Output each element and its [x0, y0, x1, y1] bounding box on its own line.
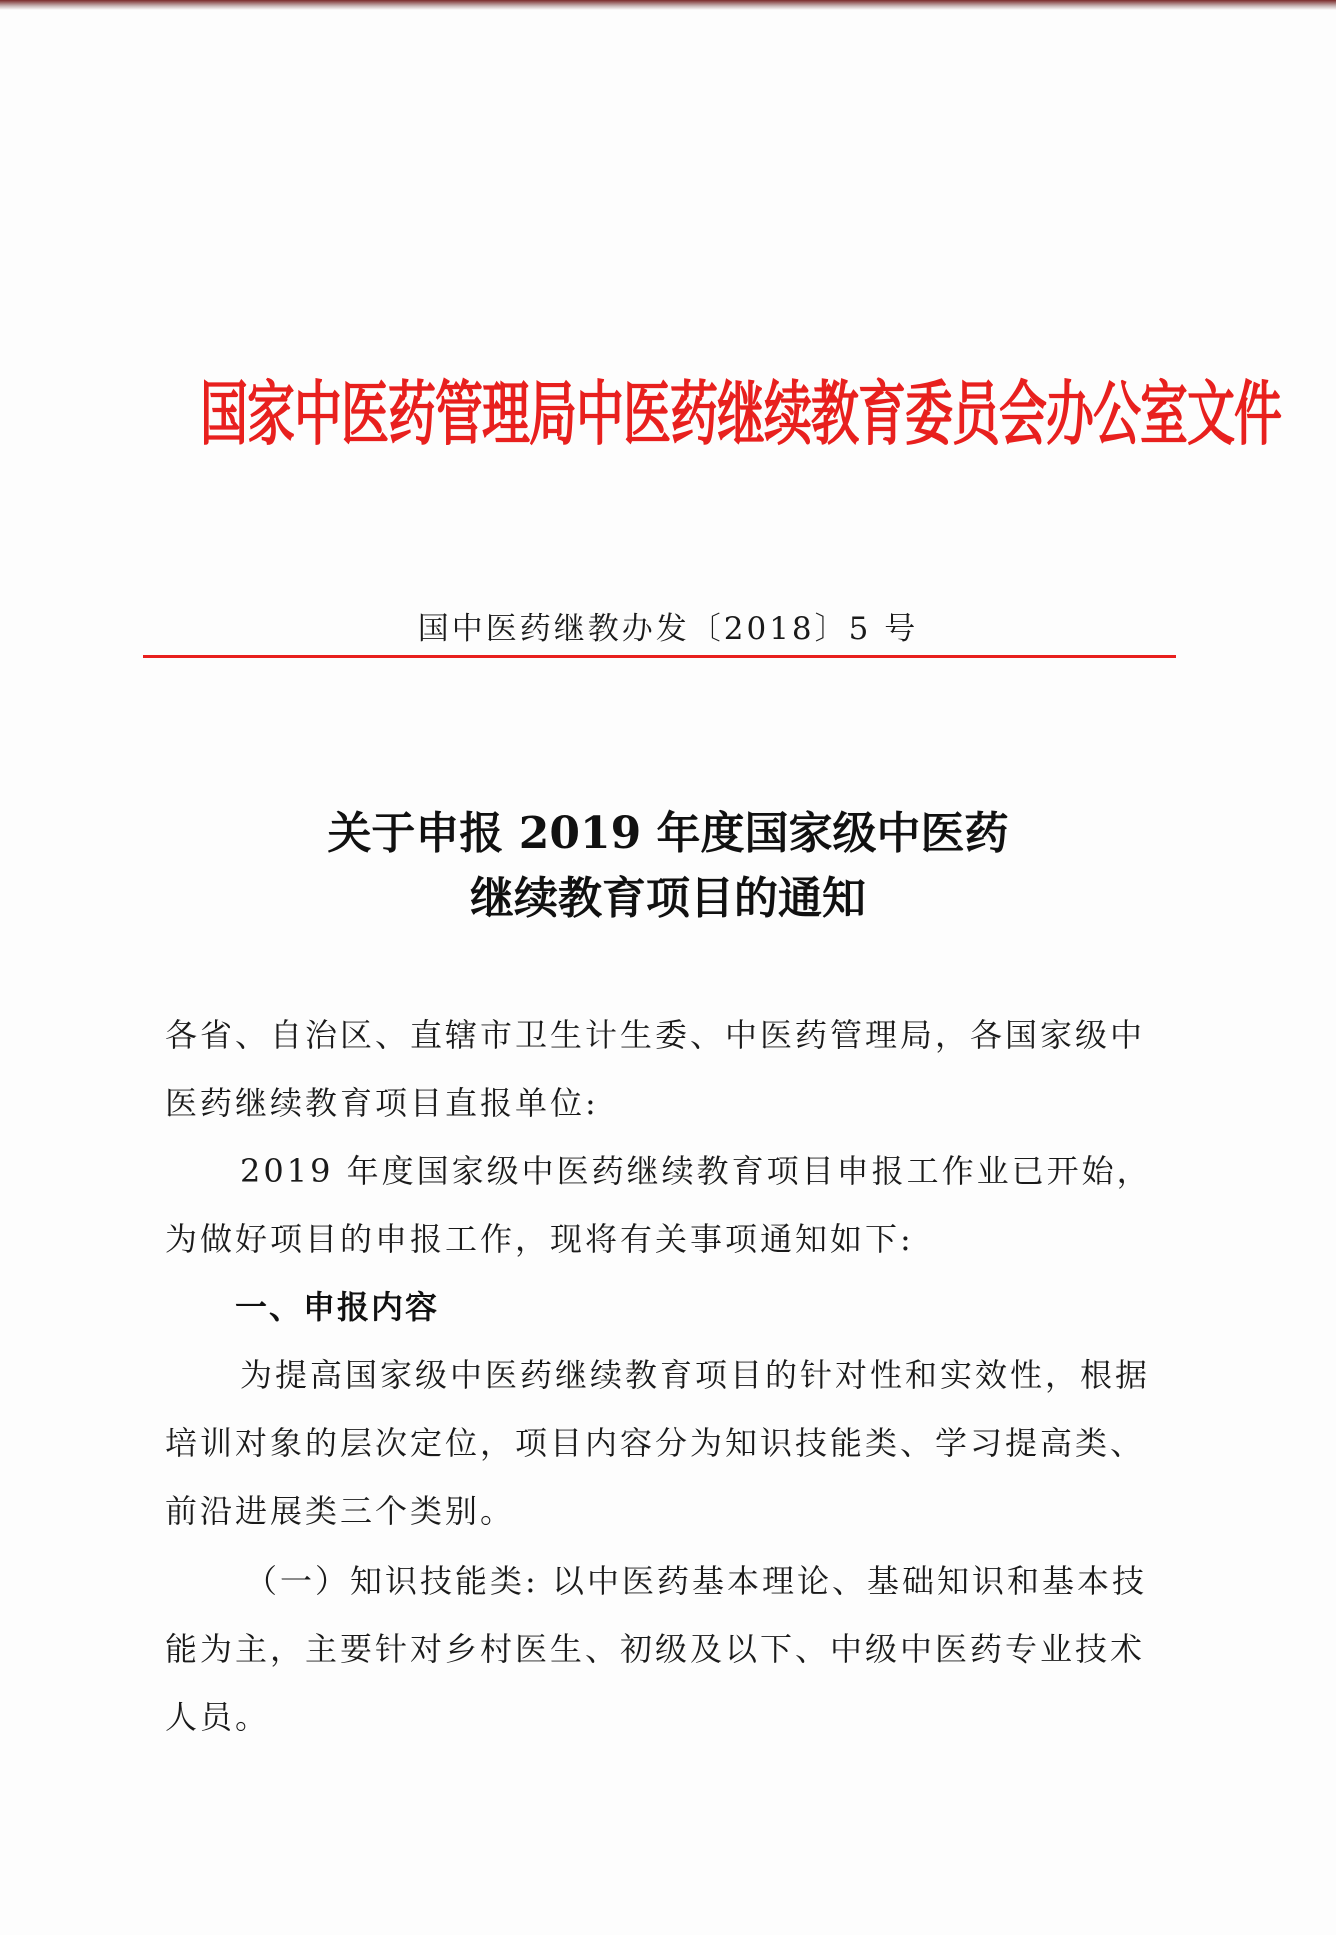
body-line-addressee-2: 医药继续教育项目直报单位: — [165, 1084, 599, 1122]
body-line-category-3: 人员。 — [165, 1698, 271, 1736]
body-line-intro-2: 为做好项目的申报工作，现将有关事项通知如下: — [165, 1220, 914, 1258]
body-line-category-1: （一）知识技能类: 以中医药基本理论、基础知识和基本技 — [245, 1562, 1147, 1600]
section-heading-1: 一、申报内容 — [235, 1288, 440, 1326]
body-line-intro-1: 2019 年度国家级中医药继续教育项目申报工作业已开始， — [205, 1152, 1152, 1190]
notice-title-line-2: 继续教育项目的通知 — [470, 873, 866, 924]
body-line-content-3: 前沿进展类三个类别。 — [165, 1492, 516, 1530]
body-line-category-2: 能为主，主要针对乡村医生、初级及以下、中级中医药专业技术 — [165, 1630, 1146, 1668]
body-line-content-2: 培训对象的层次定位，项目内容分为知识技能类、学习提高类、 — [165, 1424, 1146, 1462]
notice-title-line-1: 关于申报 2019 年度国家级中医药 — [327, 808, 1009, 859]
scan-top-edge — [0, 0, 1336, 10]
red-separator-line — [143, 655, 1176, 658]
document-number: 国中医药继教办发〔2018〕5 号 — [417, 611, 919, 647]
body-line-addressee-1: 各省、自治区、直辖市卫生计生委、中医药管理局，各国家级中 — [165, 1016, 1146, 1054]
body-line-content-1: 为提高国家级中医药继续教育项目的针对性和实效性，根据 — [205, 1356, 1151, 1394]
issuer-header-title: 国家中医药管理局中医药继续教育委员会办公室文件 — [200, 373, 1282, 456]
